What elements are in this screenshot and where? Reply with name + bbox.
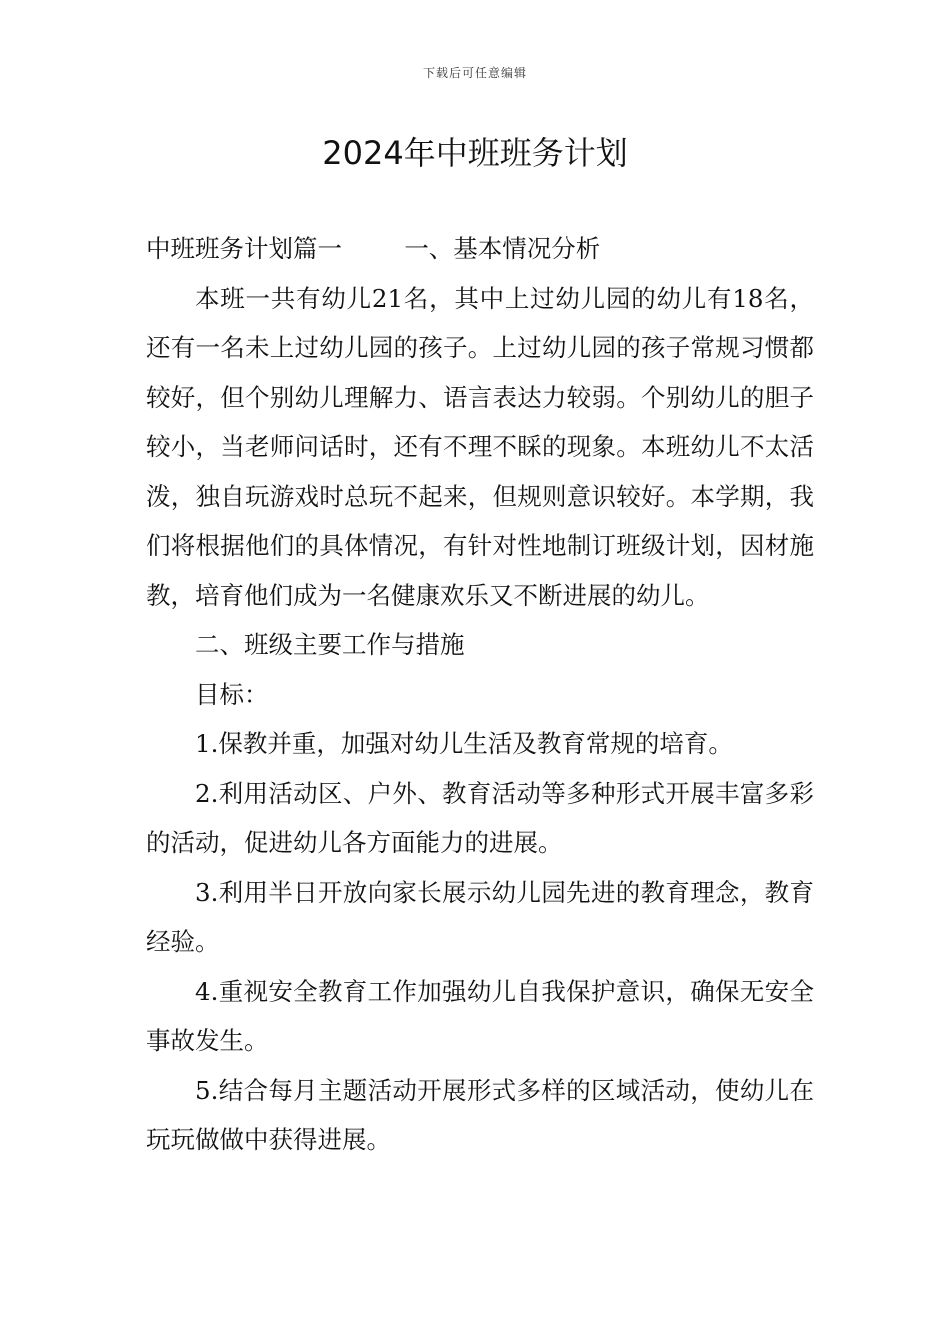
goal-item: 3.利用半日开放向家长展示幼儿园先进的教育理念，教育经验。 <box>146 877 814 956</box>
paragraph-basic-situation: 本班一共有幼儿21名，其中上过幼儿园的幼儿有18名，还有一名未上过幼儿园的孩子。上过幼儿园的孩子常规习惯都较好，但个别幼儿理解力、语言表达力较弱。个别幼儿的胆子较小，当老师问话时，还有不理不睬的现象。本班幼儿不太活泼，独自玩游戏时总玩不起来，但规则意识较好。本学期，我们将根据他们的具体情况，有针对性地制订班级计划，因材施教，培育他们成为一名健康欢乐又不断进展的幼儿。 <box>146 283 814 610</box>
section-heading-1: 一、基本情况分析 <box>404 234 601 263</box>
goal-item: 5.结合每月主题活动开展形式多样的区域活动，使幼儿在玩玩做做中获得进展。 <box>146 1075 814 1154</box>
goal-item: 2.利用活动区、户外、教育活动等多种形式开展丰富多彩的活动，促进幼儿各方面能力的进展。 <box>146 778 814 857</box>
document-title: 2024年中班班务计划 <box>322 134 628 172</box>
goal-item: 1.保教并重，加强对幼儿生活及教育常规的培育。 <box>195 729 733 758</box>
section-heading-2: 二、班级主要工作与措施 <box>195 630 465 659</box>
goal-item: 4.重视安全教育工作加强幼儿自我保护意识，确保无安全事故发生。 <box>146 976 814 1055</box>
section-label: 中班班务计划篇一 <box>146 234 342 263</box>
header-note: 下载后可任意编辑 <box>422 66 527 80</box>
section-heading-line <box>146 224 814 274</box>
document-body <box>146 224 814 1165</box>
goals-label: 目标： <box>195 679 269 709</box>
